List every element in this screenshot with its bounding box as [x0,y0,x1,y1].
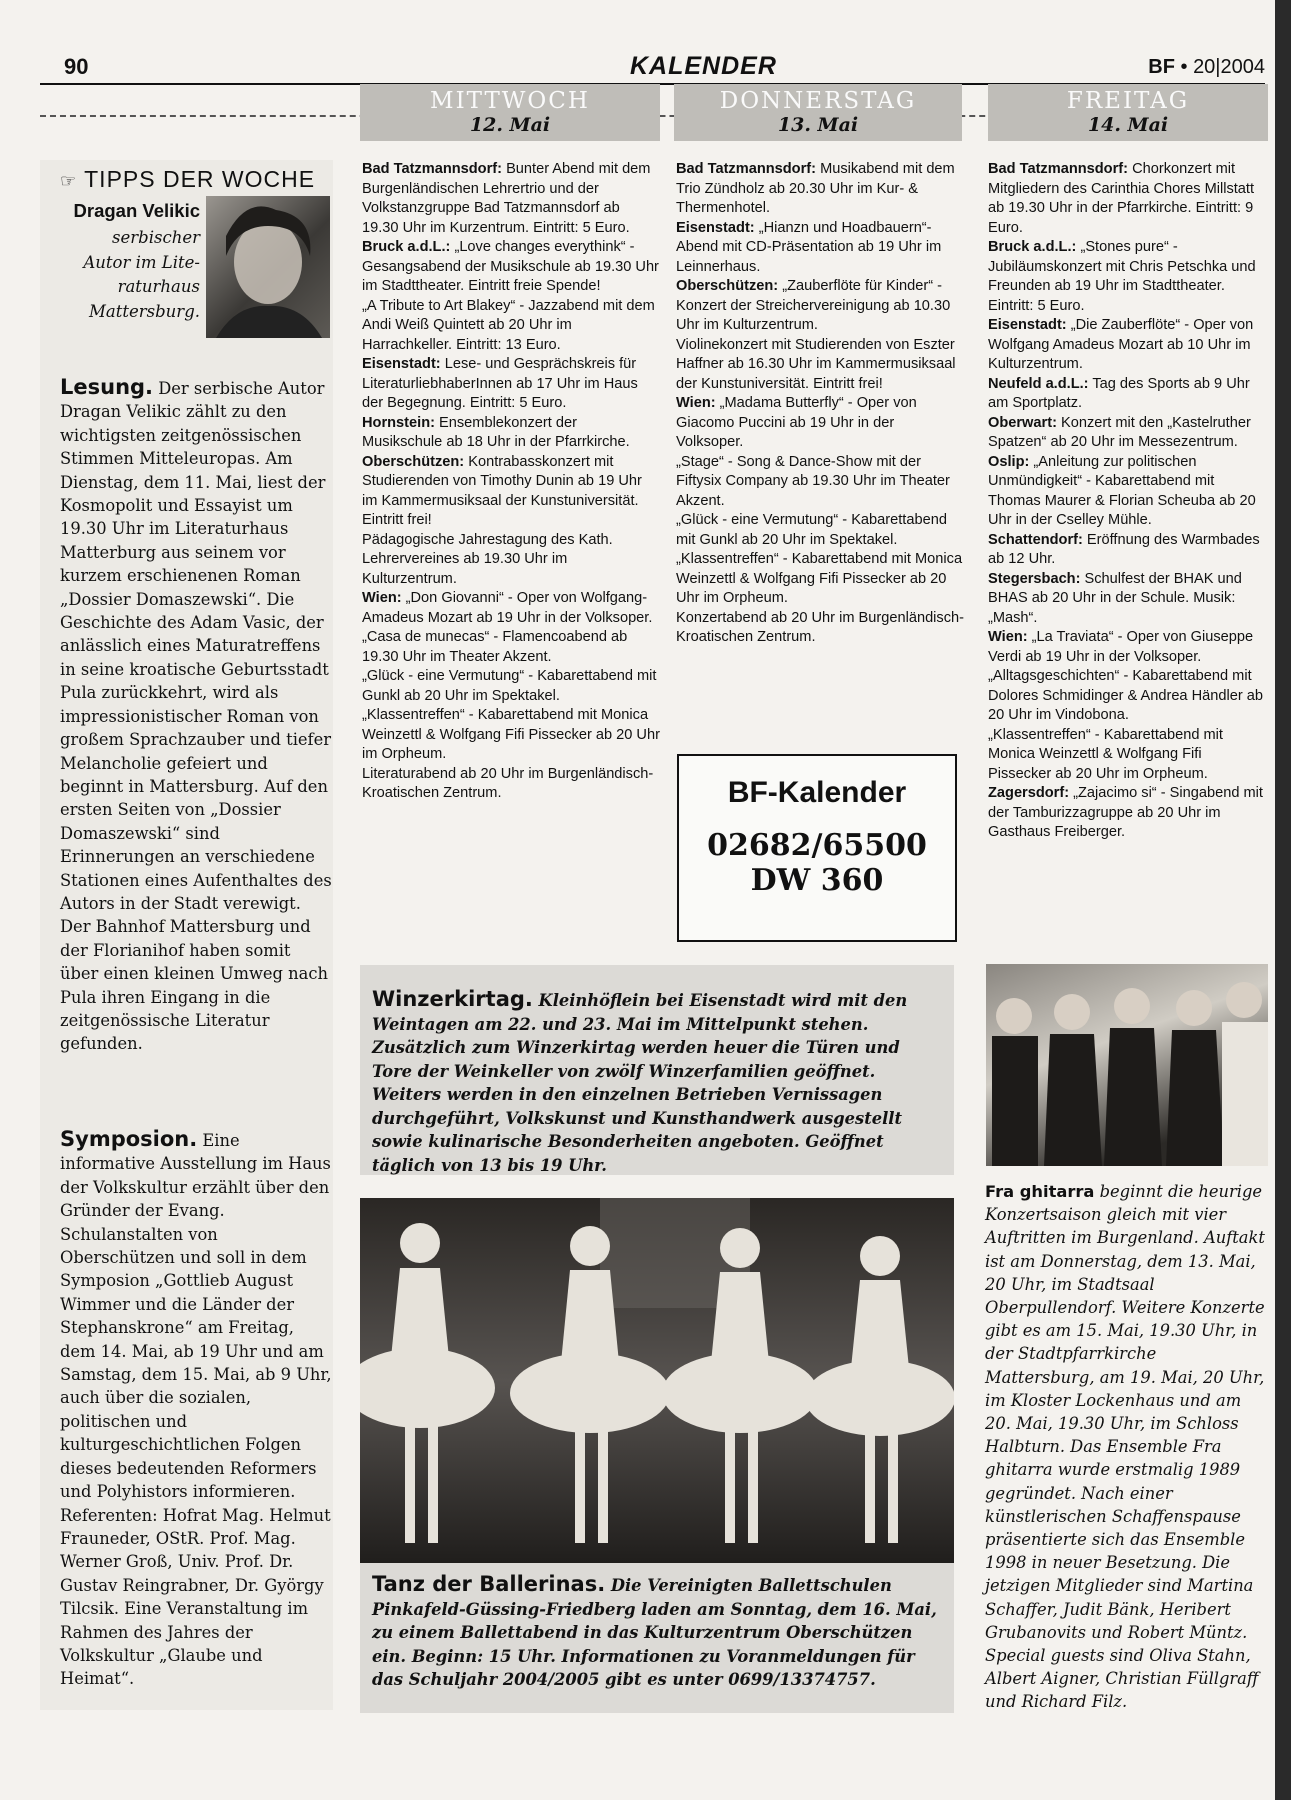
event-entry [362,667,660,706]
lesung-article [60,376,332,1056]
event-place: Oberschützen: [362,453,465,470]
symposion-text: Eine informative Ausstellung im Haus der Volkskultur erzählt über den Gründer der Evang. Schulanstalten von Oberschützen und soll in dem Symposion „Gottlieb August Wimmer und die Länder der Stephanskrone“ am Freitag, dem 14. Mai, ab 19 Uhr und am Samstag, dem 15. Mai, ab 9 Uhr, auch über die sozialen, politischen und kulturgeschichtlichen Folgen dieses bedeutenden Reformers und Polyhistors informieren. Referenten: Hofrat Mag. Helmut Frauneder, OStR. Prof. Mag. Werner Groß, Univ. Prof. Dr. Gustav Reingrabner, Dr. György Tilcsik. Eine Veranstaltung im Rahmen des Jahres der Volkskultur „Glaube und Heimat“. [60,1131,332,1689]
page-header [40,50,1265,80]
fra-ghitarra-lead: Fra ghitarra [985,1182,1095,1201]
event-entry [676,394,964,453]
fra-ghitarra-body: beginnt die heurige Konzertsaison gleich mit vier Auftritten im Burgenland. Auftakt ist am Donnerstag, dem 13. Mai, 20 Uhr, im Stadtsaal Oberpullendorf. Weitere Konzerte gibt es am 15. Mai, 19.30 Uhr, in der Stadtpfarrkirche Mattersburg, am 19. Mai, 20 Uhr, im Kloster Lockenhaus und am 20. Mai, 19.30 Uhr, im Schloss Halbturn. Das Ensemble Fra ghitarra wurde erstmalig 1989 gegründet. Nach einer künstlerischen Schaffenspause präsentierte sich das Ensemble 1998 in neuer Besetzung. Die jetzigen Mitglieder sind Martina Schaffer, Judit Bänk, Heribert Grubanovits und Robert Müntz. Special guests sind Oliva Stahn, Albert Aigner, Christian Füllgraff und Richard Filz. [985,1182,1265,1712]
event-text: „Casa de munecas“ - Flamencoabend ab 19.30 Uhr im Theater Akzent. [362,629,628,665]
event-place: Eisenstadt: [362,356,441,372]
event-text: „Glück - eine Vermutung“ - Kabarettabend mit Gunkl ab 20 Uhr im Spektakel. [362,668,657,704]
bf-kalender-box [677,754,957,942]
event-entry [676,550,964,609]
day-header-donnerstag [674,84,962,141]
event-place: Zagersdorf: [988,785,1070,801]
event-entry [362,531,660,590]
event-entry [362,628,660,667]
ballerinas-caption [372,1573,942,1692]
event-entry [676,453,964,512]
event-text: „Die Zauberflöte“ - Oper von Wolfgang Amadeus Mozart ab 10 Uhr im Kulturzentrum. [988,317,1254,372]
event-text: Pädagogische Jahrestagung des Kath. Lehrervereines ab 19.30 Uhr im Kulturzentrum. [362,531,613,587]
fra-ghitarra-photo [986,964,1268,1166]
bf-kalender-phone: 02682/65500 [707,828,927,863]
lesung-lead: Lesung. [60,375,154,399]
event-entry [676,160,964,219]
event-text: „Hianzn und Hoadbauern“-Abend mit CD-Präsentation ab 19 Uhr im Leinnerhaus. [676,219,942,275]
event-entry [362,453,660,531]
event-text: Musikabend mit dem Trio Zündholz ab 20.30 Uhr im Kur- & Thermenhotel. [676,161,955,216]
event-place: Bad Tatzmannsdorf: [362,161,502,177]
event-entry [676,511,964,550]
event-entry [988,667,1268,726]
ballerinas-silhouettes [360,1198,954,1563]
event-text: „Madama Butterfly“ - Oper von Giacomo Puccini ab 19 Uhr in der Volksoper. [676,395,917,450]
event-text: Chorkonzert mit Mitgliedern des Carinthia Chores Millstatt ab 19.30 Uhr in der Pfarrkirche. Eintritt: 9 Euro. [988,161,1255,236]
winzerkirtag-lead: Winzerkirtag. [372,987,533,1011]
winzerkirtag-text [372,988,942,1177]
event-entry [988,531,1268,570]
day-date: 12. Mai [469,114,551,136]
event-text: „Klassentreffen“ - Kabarettabend mit Monica Weinzettl & Wolfgang Fifi Pissecker ab 20 Uhr im Orpheum. [676,551,963,606]
day-date: 13. Mai [777,114,859,136]
ballerinas-body: Die Vereinigten Ballettschulen Pinkafeld-Güssing-Friedberg laden am Sonntag, dem 16. Mai, zu einem Ballettabend in das Kulturzentrum Oberschützen ein. Beginn: 15 Uhr. Informationen zu Voranmeldungen für das Schuljahr 2004/2005 gibt es unter 0699/13374757. [372,1576,937,1689]
event-place: Oberschützen: [676,278,779,294]
donnerstag-events [676,160,964,648]
event-text: „Love changes everythink“ - Gesangsabend der Musikschule ab 19.30 Uhr im Stadttheater. Eintritt freie Spende! [362,239,659,294]
event-text: „Stage“ - Song & Dance-Show mit der Fiftysix Company ab 19.30 Uhr im Theater Akzent. [676,453,950,509]
event-entry [362,706,660,765]
event-text: „Stones pure“ - Jubiläumskonzert mit Chris Petschka und Freunden ab 19 Uhr im Stadttheater. Eintritt: 5 Euro. [988,239,1256,314]
event-entry [988,160,1268,238]
event-entry [988,570,1268,629]
event-entry [362,355,660,414]
tipps-heading [60,166,315,193]
event-text: Schulfest der BHAK und BHAS ab 20 Uhr in der Schule. Musik: „Mash“. [988,570,1242,626]
event-entry [362,589,660,628]
page-binding-edge [1275,0,1291,1800]
issue-brand: BF [1148,56,1175,78]
event-entry [362,297,660,356]
pointing-hand-icon: ☞ [60,171,78,191]
event-text: „Alltagsgeschichten“ - Kabarettabend mit Dolores Schmidinger & Andrea Händler ab 20 Uhr im Vindobona. [988,668,1264,723]
event-entry [988,238,1268,316]
event-text: „Don Giovanni“ - Oper von Wolfgang-Amadeus Mozart ab 19 Uhr in der Volksoper. [362,590,653,626]
event-place: Wien: [988,629,1028,645]
day-name: MITTWOCH [430,88,590,114]
event-text: Eröffnung des Warmbades ab 12 Uhr. [988,531,1260,567]
event-text: „Zauberflöte für Kinder“ - Konzert der Streichervereinigung ab 10.30 Uhr im Kulturzentrum. [676,278,951,333]
event-entry [988,726,1268,785]
day-header-mittwoch [360,84,660,141]
event-text: Bunter Abend mit dem Burgenländischen Lehrertrio und der Volkstanzgruppe Bad Tatzmannsdorf ab 19.30 Uhr im Kurzentrum. Eintritt: 5 Euro. [362,161,651,236]
tipps-heading-text: TIPPS DER WOCHE [84,166,316,192]
event-entry [988,453,1268,531]
author-caption: serbischer Autor im Lite-raturhaus Mattersburg. [83,228,200,321]
event-place: Schattendorf: [988,531,1083,548]
event-place: Eisenstadt: [988,317,1067,333]
event-place: Bad Tatzmannsdorf: [676,161,816,177]
day-date: 14. Mai [1087,114,1169,136]
event-entry [362,414,660,453]
event-place: Stegersbach: [988,570,1081,587]
event-place: Bruck a.d.L.: [362,239,451,255]
day-name: DONNERSTAG [719,88,917,114]
event-entry [676,336,964,395]
event-text: Konzertabend ab 20 Uhr im Burgenländisch-Kroatischen Zentrum. [676,609,964,645]
event-entry [988,316,1268,375]
bf-kalender-title: BF-Kalender [727,776,907,809]
page-number: 90 [64,54,89,79]
author-portrait-photo [206,196,330,338]
freitag-events [988,160,1268,843]
event-text: Konzert mit den „Kastelruther Spatzen“ ab 20 Uhr im Messezentrum. [988,414,1251,450]
ballerinas-lead: Tanz der Ballerinas. [372,1572,606,1596]
event-text: „Zajacimo si“ - Singabend mit der Tamburizzagruppe ab 20 Uhr im Gasthaus Freiberger. [988,785,1263,840]
symposion-article [60,1128,332,1691]
symposion-lead: Symposion. [60,1127,198,1151]
event-text: „Anleitung zur politischen Unmündigkeit“ - Kabarettabend mit Thomas Maurer & Florian Scheuba ab 20 Uhr in der Cselley Mühle. [988,453,1256,528]
event-text: „A Tribute to Art Blakey“ - Jazzabend mit dem Andi Weiß Quintett ab 20 Uhr im Harrachkeller. Eintritt: 13 Euro. [362,297,655,353]
event-entry [676,609,964,648]
mittwoch-events [362,160,660,804]
bf-kalender-extension: DW 360 [750,863,884,898]
event-place: Oberwart: [988,414,1057,431]
fra-ghitarra-caption [985,1180,1268,1714]
event-place: Wien: [362,590,402,606]
event-place: Oslip: [988,453,1030,470]
event-entry [676,277,964,336]
issue-separator: • [1180,56,1188,78]
issue-number: 20|2004 [1193,56,1265,78]
event-place: Eisenstadt: [676,219,755,236]
event-text: „La Traviata“ - Oper von Giuseppe Verdi ab 19 Uhr in der Volksoper. [988,629,1254,665]
event-text: Lese- und Gesprächskreis für LiteraturliebhaberInnen ab 17 Uhr im Haus der Begegnung. Eintritt: 5 Euro. [362,356,638,411]
band-silhouettes [986,964,1268,1166]
winzerkirtag-body: Kleinhöflein bei Eisenstadt wird mit den Weintagen am 22. und 23. Mai im Mittelpunkt stehen. Zusätzlich zum Winzerkirtag werden heuer die Türen und Tore der Weinkeller von zwölf Winzerfamilien geöffnet. Weiters werden in den einzelnen Betrieben Vernissagen durchgeführt, Volkskunst und Kunsthandwerk ausgestellt sowie kulinarische Besonderheiten angeboten. Geöffnet täglich von 13 bis 19 Uhr. [372,991,908,1175]
ballerinas-photo [360,1198,954,1563]
day-name: FREITAG [1066,88,1190,114]
event-text: Literaturabend ab 20 Uhr im Burgenländisch-Kroatischen Zentrum. [362,765,654,801]
portrait-silhouette [206,196,330,338]
event-entry [988,414,1268,453]
section-title: KALENDER [630,52,777,80]
event-place: Bad Tatzmannsdorf: [988,161,1128,177]
event-text: „Klassentreffen“ - Kabarettabend mit Monica Weinzettl & Wolfgang Fifi Pissecker ab 20 Uhr im Orpheum. [988,726,1223,782]
event-text: Violinekonzert mit Studierenden von Eszter Haffner ab 16.30 Uhr im Kammermusiksaal der Kunstuniversität. Eintritt frei! [676,336,956,392]
event-entry [988,784,1268,843]
event-text: „Klassentreffen“ - Kabarettabend mit Monica Weinzettl & Wolfgang Fifi Pissecker ab 20 Uhr im Orpheum. [362,707,660,762]
event-entry [988,375,1268,414]
event-entry [988,628,1268,667]
event-place: Wien: [676,395,716,411]
lesung-text: Der serbische Autor Dragan Velikic zählt zu den wichtigsten zeitgenössischen Stimmen Mitteleuropas. Am Dienstag, dem 11. Mai, liest der Kosmopolit und Essayist um 19.30 Uhr im Literaturhaus Matterburg aus seinem vor kurzem erschienenen Roman „Dossier Domaszewski“. Die Geschichte des Adam Vasic, der anlässlich eines Maturatreffens in seine kroatische Geburtsstadt Pula zurückkehrt, wird als impressionistischer Roman von großem Sprachzauber und tiefer Melancholie gefeiert und beginnt in Mattersburg. Auf den ersten Seiten von „Dossier Domaszewski“ sind Erinnerungen an verschiedene Stationen eines Aufenthaltes des Autors in der Stadt verewigt. Der Bahnhof Mattersburg und der Florianihof haben somit über einen kleinen Umweg nach Pula ihren Eingang in die zeitgenössische Literatur gefunden. [60,379,332,1054]
event-place: Hornstein: [362,414,435,431]
event-place: Neufeld a.d.L.: [988,375,1089,392]
event-text: Kontrabasskonzert mit Studierenden von Timothy Dunin ab 19 Uhr im Kammermusiksaal der Kunstuniversität. Eintritt frei! [362,453,642,528]
event-text: „Glück - eine Vermutung“ - Kabarettabend mit Gunkl ab 20 Uhr im Spektakel. [676,512,947,548]
event-entry [362,160,660,238]
event-place: Bruck a.d.L.: [988,239,1077,255]
event-text: Tag des Sports ab 9 Uhr am Sportplatz. [988,375,1250,411]
author-name: Dragan Velikic [73,200,200,221]
day-header-freitag [988,84,1268,141]
event-entry [362,765,660,804]
issue-label [1148,56,1265,79]
event-entry [676,219,964,278]
event-entry [362,238,660,297]
event-text: Ensemblekonzert der Musikschule ab 18 Uhr in der Pfarrkirche. [362,414,630,450]
